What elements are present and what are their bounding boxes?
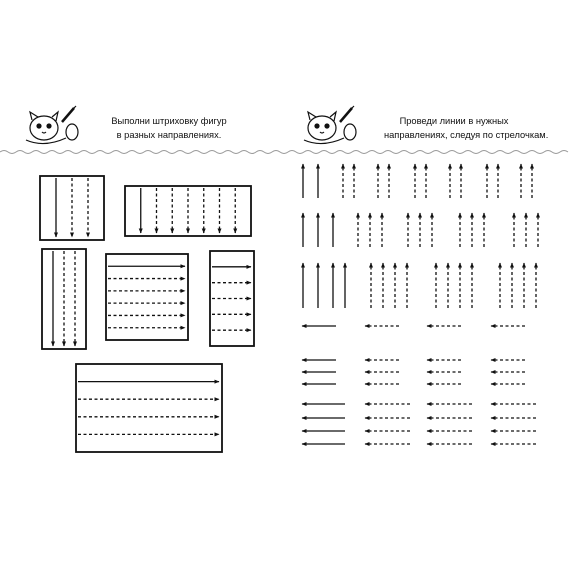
- cat-with-pencil-icon: [304, 106, 356, 144]
- leftward-arrow-groups: [302, 326, 536, 444]
- left-instruction-line1: Выполни штриховку фигур: [111, 116, 227, 126]
- upward-arrow-groups: [303, 164, 538, 308]
- figure-narrow-rect: [210, 251, 254, 346]
- left-instruction-line2: в разных направлениях.: [116, 130, 222, 140]
- figure-tall-rect: [42, 249, 86, 349]
- figure-bottom-rect: [76, 364, 222, 452]
- right-instruction-line1: Проведи линии в нужных: [399, 116, 509, 126]
- figure-wide-rect: [125, 186, 251, 236]
- wavy-divider: [0, 151, 568, 154]
- figure-square: [40, 176, 104, 240]
- right-instruction-line2: направлениях, следуя по стрелочкам.: [384, 130, 549, 140]
- cat-with-pencil-icon: [26, 106, 78, 144]
- shape-outline: [76, 364, 222, 452]
- figure-medium-rect: [106, 254, 188, 340]
